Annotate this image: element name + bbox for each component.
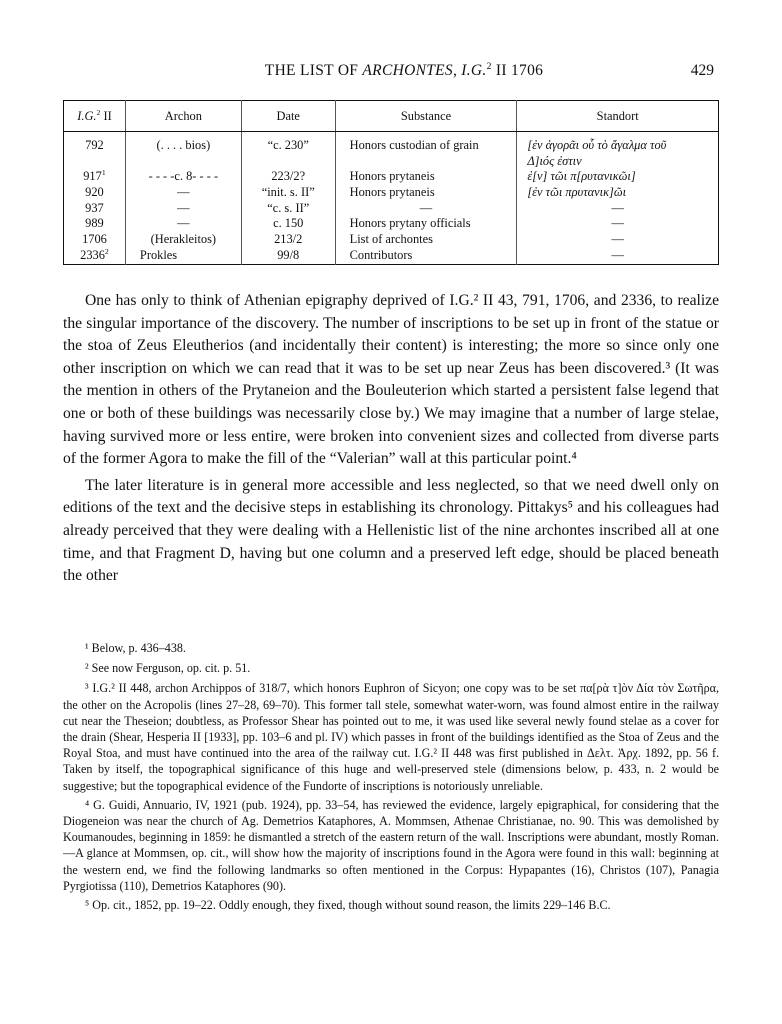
cell-standort: — bbox=[517, 201, 719, 217]
cell-ig bbox=[64, 232, 126, 248]
cell-substance: — bbox=[335, 201, 517, 217]
table-row bbox=[64, 232, 719, 248]
cell-ig-num: 792 bbox=[85, 138, 104, 152]
cell-standort: [ἐν ἀγορᾶι οὗ τὸ ἄγαλμα τοῦ Δ]ιός ἐστιν bbox=[517, 132, 719, 170]
running-title-italic: ARCHONTES, I.G. bbox=[362, 62, 487, 79]
col-header-ig-post: II bbox=[100, 108, 112, 123]
cell-ig-num: 917 bbox=[83, 169, 102, 183]
page-number: 429 bbox=[690, 62, 714, 79]
cell-substance: Honors custodian of grain bbox=[335, 132, 517, 170]
cell-date: “c. s. II” bbox=[241, 201, 335, 217]
body-paragraph-1: One has only to think of Athenian epigraphy deprived of I.G.² II 43, 791, 1706, and 2336, to realize the singular importance of the discovery. The number of inscriptions to be set up in front of the statue or the stoa of Zeus Eleutherios (and incidentally their content) is interesting; the more so since only one other inscription on which we can read that it was to be set up near Zeus has been discovered.³ (It was the mention in others of the Prytaneion and the Bouleuterion which started a persistent false legend that one or both of these buildings was necessarily close by.) We may imagine that a number of large stelae, having survived more or less entire, were broken into convenient sizes and collected from diverse parts of the former Agora to make the fill of the “Valerian” wall at this particular point.⁴ bbox=[63, 292, 719, 468]
cell-substance: Honors prytaneis bbox=[335, 185, 517, 201]
cell-substance: List of archontes bbox=[335, 232, 517, 248]
running-title-sup: 2 bbox=[486, 60, 492, 72]
col-header-ig-sup: 2 bbox=[96, 107, 101, 117]
cell-archon: — bbox=[125, 185, 241, 201]
col-header-archon: Archon bbox=[125, 101, 241, 132]
running-title-pre: THE LIST OF bbox=[264, 62, 363, 79]
body-text bbox=[63, 290, 719, 588]
cell-ig-sup: 2 bbox=[104, 246, 109, 256]
cell-ig-num: 2336 bbox=[80, 247, 105, 262]
table-row bbox=[64, 185, 719, 201]
col-header-date: Date bbox=[241, 101, 335, 132]
table-row bbox=[64, 216, 719, 232]
footnote-4: ⁴ G. Guidi, Annuario, IV, 1921 (pub. 1924), pp. 33–54, has reviewed the evidence, largely epigraphical, for considering that the Diogeneion was near the church of Ag. Demetrios Kataphores, A. Mommsen, Athenae Christianae, no. 90. This was demolished by Koumanoudes, beginning in 1859: he dismantled a stretch of the eastern return of the wall. Inscriptions were abundant, mostly Roman.—A glance at Mommsen, op. cit., will show how the majority of inscriptions found in the Agora were found in this wall: beginning at the western end, we find the following landmarks so often mentioned in the Corpus: Hypapantes (16), Christos (107), Panagia Pyrgiotissa (110), Demetrios Kataphores (90). bbox=[63, 797, 719, 893]
table-row bbox=[64, 248, 719, 264]
cell-standort: [ἐν τῶι πρυτανικ]ῶι bbox=[517, 185, 719, 201]
footnotes bbox=[63, 640, 719, 916]
col-header-standort: Standort bbox=[517, 101, 719, 132]
cell-standort: — bbox=[517, 248, 719, 264]
col-header-substance: Substance bbox=[335, 101, 517, 132]
table-header-row bbox=[64, 101, 719, 132]
running-title-post: II 1706 bbox=[491, 62, 544, 79]
cell-ig bbox=[64, 248, 126, 264]
cell-archon: — bbox=[125, 216, 241, 232]
footnote-5: ⁵ Op. cit., 1852, pp. 19–22. Oddly enough, they fixed, though without sound reason, the limits 229–146 B.C. bbox=[85, 898, 611, 913]
cell-ig bbox=[64, 169, 126, 185]
cell-ig-num: 937 bbox=[85, 200, 104, 215]
cell-date: 223/2? bbox=[241, 169, 335, 185]
cell-ig bbox=[64, 132, 126, 170]
footnote-2: ² See now Ferguson, op. cit. p. 51. bbox=[85, 661, 251, 676]
footnote-1: ¹ Below, p. 436–438. bbox=[85, 641, 186, 655]
col-header-ig bbox=[64, 101, 126, 132]
cell-ig bbox=[64, 216, 126, 232]
cell-archon: (Herakleitos) bbox=[125, 232, 241, 248]
cell-ig bbox=[64, 185, 126, 201]
cell-standort: — bbox=[517, 232, 719, 248]
body-paragraph-2: The later literature is in general more accessible and less neglected, so that we need dwell only on editions of the text and the decisive steps in establishing its chronology. Pittakys⁵ and his colleagues had already perceived that they were dealing with a Hellenistic list of the nine archontes inscribed all at one time, and that Fragment D, having but one column and a preserved left edge, should be placed beneath the other bbox=[63, 476, 719, 585]
cell-date: “init. s. II” bbox=[241, 185, 335, 201]
cell-ig-sup: 1 bbox=[101, 167, 106, 177]
cell-archon: (. . . . bios) bbox=[125, 132, 241, 170]
running-title bbox=[94, 62, 714, 80]
cell-ig-num: 989 bbox=[85, 216, 104, 231]
cell-ig-num: 1706 bbox=[82, 232, 107, 247]
cell-date: 99/8 bbox=[241, 248, 335, 264]
cell-ig bbox=[64, 201, 126, 217]
table-row bbox=[64, 201, 719, 217]
table-row bbox=[64, 132, 719, 170]
cell-standort: — bbox=[517, 216, 719, 232]
cell-standort: ἐ[ν] τῶι π[ρυτανικῶι] bbox=[517, 169, 719, 185]
cell-archon: - - - -c. 8- - - - bbox=[125, 169, 241, 185]
cell-date: 213/2 bbox=[241, 232, 335, 248]
cell-archon: — bbox=[125, 201, 241, 217]
cell-substance: Contributors bbox=[335, 248, 517, 264]
cell-date: c. 150 bbox=[241, 216, 335, 232]
cell-date: “c. 230” bbox=[241, 132, 335, 170]
cell-archon: Prokles bbox=[125, 248, 241, 264]
running-header bbox=[94, 62, 714, 86]
col-header-ig-it: I.G. bbox=[77, 108, 97, 123]
inscription-table bbox=[63, 100, 719, 265]
cell-substance: Honors prytaneis bbox=[335, 169, 517, 185]
cell-ig-num: 920 bbox=[85, 184, 104, 199]
cell-substance: Honors prytany officials bbox=[335, 216, 517, 232]
footnote-3: ³ I.G.² II 448, archon Archippos of 318/7, which honors Euphron of Sicyon; one copy was to be set πα[ρὰ τ]ὸν Δία τὸν Σωτῆρα, the other on the Acropolis (lines 27–28, 69–70). This former tall stele, somewhat water-worn, was found almost entire in the railway cut near the Theseion; doubtless, as Professor Shear has pointed out to me, it was used like several newly found stelae as a cover for the drain (Shear, Hesperia II [1933], pp. 103–6 and pl. IV) which passes in front of the buildings identified as the Stoa of Zeus and the Royal Stoa, and must have continued into the area of the railway cut. I.G.² II 448 was first published in Δελτ. Ἀρχ. 1892, pp. 56 f. Taken by itself, the topographical significance of this huge and well-preserved stele (dimensions below, p. 433, n. 2 would be suggestive; but the topographical evidence of the Fundorte of inscriptions is notoriously unreliable. bbox=[63, 681, 719, 793]
table-row bbox=[64, 169, 719, 185]
